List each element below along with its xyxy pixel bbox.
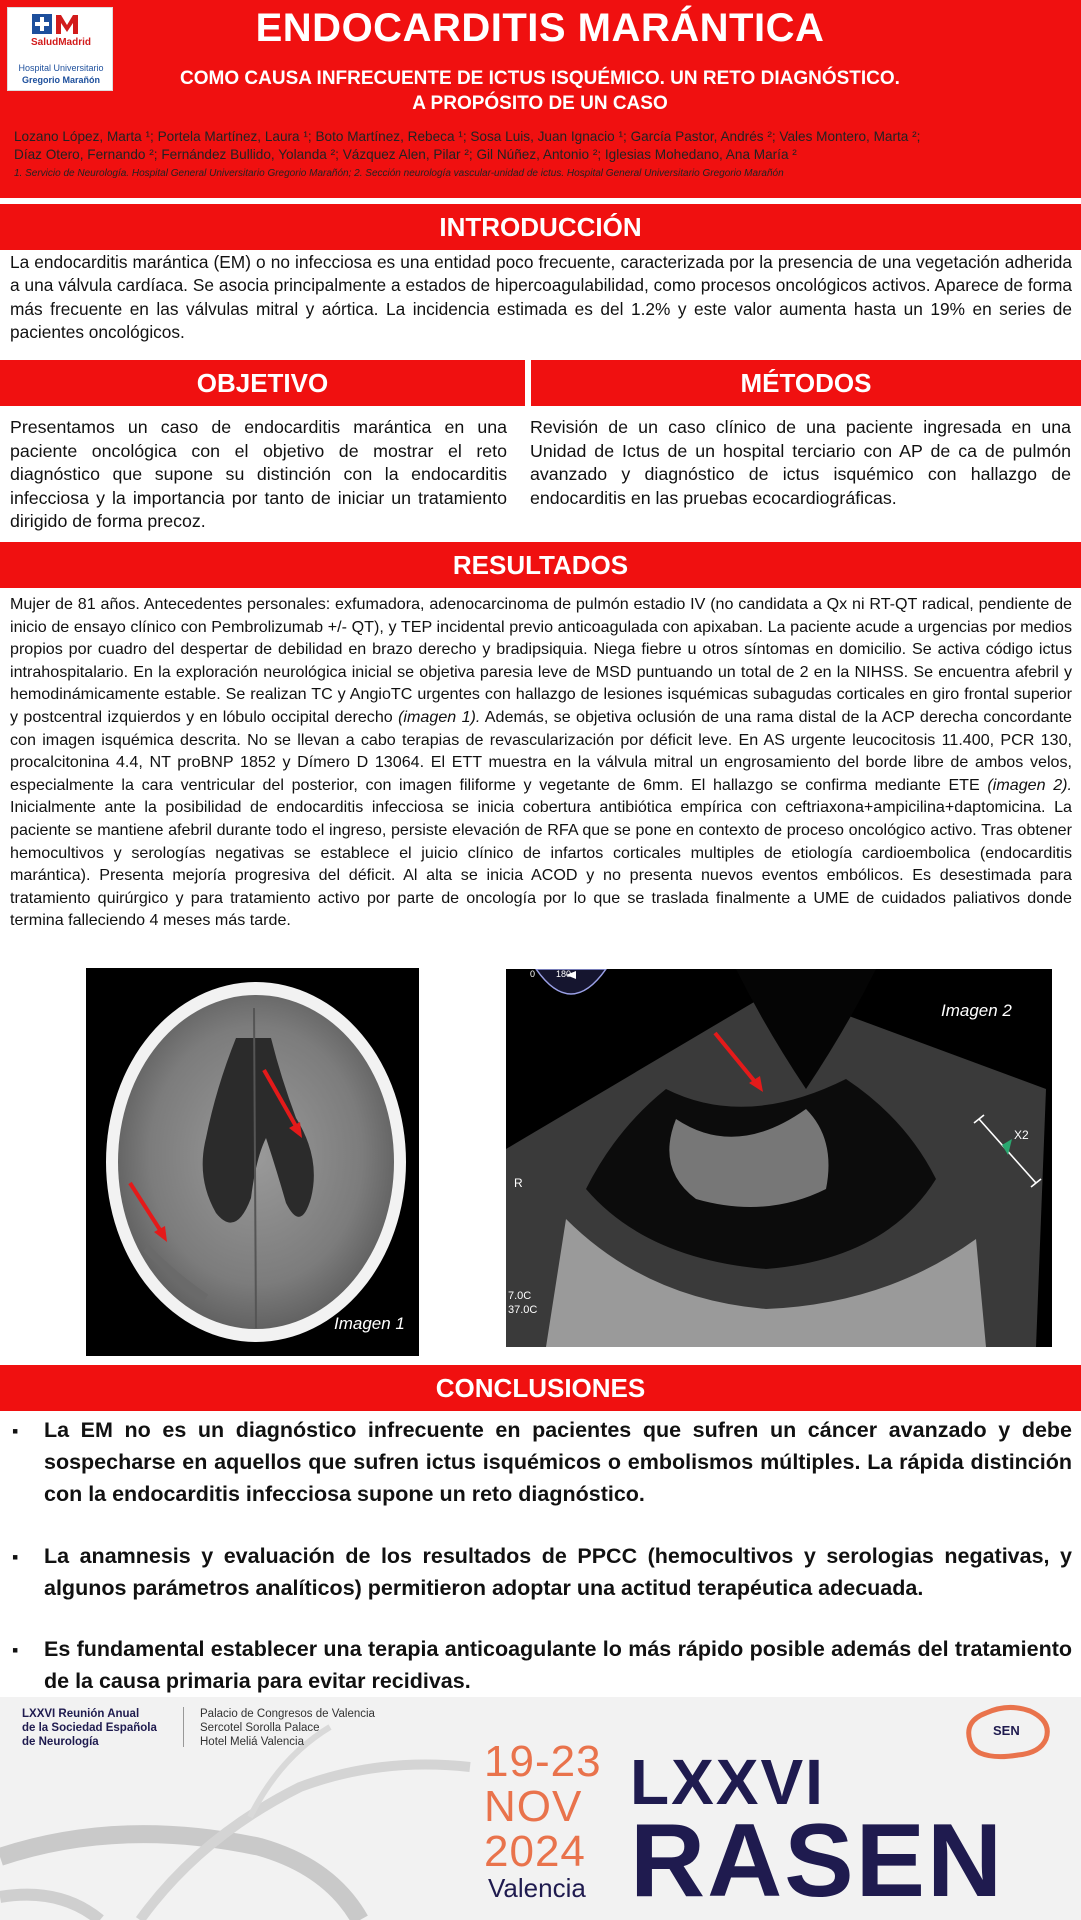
date-days: 19-23 — [484, 1737, 602, 1786]
conclusion-item — [10, 1540, 1072, 1604]
venue-line3: Hotel Meliá Valencia — [200, 1736, 304, 1748]
logo-hospital-line1: Hospital Universitario — [18, 63, 104, 73]
meeting-line2: de la Sociedad Española — [22, 1722, 157, 1734]
conclusion-text: La EM no es un diagnóstico infrecuente en pacientes que sufren un cáncer avanzado y debe sospecharse en aquellos que sufren ictus isquémicos o embolismos múltiples. La rápida distinción con la endocarditis infecciosa supone un reto diagnóstico. — [44, 1418, 1072, 1506]
authors-line2: Díaz Otero, Fernando ²; Fernández Bullido, Yolanda ²; Vázquez Alen, Pilar ²; Gil Núñez, Antonio ²; Iglesias Mohedano, Ana María ² — [14, 147, 797, 162]
section-heading-metodos: MÉTODOS — [531, 360, 1081, 406]
conclusion-text: La anamnesis y evaluación de los resultados de PPCC (hemocultivos y serologias negativas, y algunos parámetros analíticos) permitieron adoptar una actitud terapéutica adecuada. — [44, 1544, 1072, 1600]
poster-title: ENDOCARDITIS MARÁNTICA — [255, 6, 825, 50]
logo-hospital-line2: Gregorio Marañón — [21, 75, 100, 85]
logo-brand: SaludMadrid — [30, 37, 91, 48]
conclusion-item — [10, 1633, 1072, 1697]
bullet-icon: ▪ — [12, 1547, 19, 1567]
ct-scan-image — [86, 968, 419, 1356]
authors-line1: Lozano López, Marta ¹; Portela Martínez, Laura ¹; Boto Martínez, Rebeca ¹; Sosa Luis, Juan Ignacio ¹; García Pastor, Andrés ²; Vales Montero, Marta ²; — [14, 129, 921, 144]
image-2-label: Imagen 2 — [941, 1001, 1012, 1020]
svg-text:0: 0 — [530, 969, 536, 979]
meeting-line3: de Neurología — [22, 1736, 99, 1748]
objetivo-text: Presentamos un caso de endocarditis marántica en una paciente oncológica con el objetivo de mostrar el reto diagnóstico que supone su distinción con la endocarditis infecciosa y la importancia por tanto de iniciar un tratamiento dirigido de forma precoz. — [10, 417, 507, 532]
poster-header — [0, 0, 1081, 198]
congress-footer — [0, 1697, 1081, 1920]
echo-graphic — [506, 969, 1052, 1347]
metodos-text: Revisión de un caso clínico de una paciente ingresada en una Unidad de Ictus de un hospital terciario con AP de ca de pulmón avanzado y diagnóstico de ictus isquémico con hallazgo de endocarditis en las pruebas ecocardiográficas. — [530, 417, 1071, 508]
resultados-text-b: Además, se objetiva oclusión de una rama distal de la ACP derecha concordante con imagen isquémica descrita. No se llevan a cabo terapias de revascularización por déficit leve. En AS urgente leucocitosis 11.400, PCR 130, procalcitonina 4.4, NT proBNP 1852 y Dímero D 13064. El ETT muestra en la válvula mitral un engrosamiento del borde libre de ambos velos, especialmente la cara ventricular del posterior, con imagen filiforme y vegetante de 6mm. El hallazgo se confirma mediante ETE — [10, 707, 1073, 794]
section-heading-introduccion: INTRODUCCIÓN — [0, 204, 1081, 250]
hospital-logo — [7, 7, 113, 91]
affiliations: 1. Servicio de Neurología. Hospital General Universitario Gregorio Marañón; 2. Sección neurología vascular-unidad de ictus. Hospital General Universitario Gregorio Marañón — [14, 168, 784, 179]
author-list — [14, 128, 1076, 164]
sen-logo-text: SEN — [993, 1723, 1020, 1738]
poster-subtitle — [120, 66, 960, 116]
section-heading-conclusiones: CONCLUSIONES — [0, 1365, 1081, 1411]
conclusion-text: Es fundamental establecer una terapia anticoagulante lo más rápido posible además del tratamiento de la causa primaria para evitar recidivas. — [44, 1637, 1072, 1693]
subtitle-line2: A PROPÓSITO DE UN CASO — [412, 93, 668, 114]
reference-imagen-2: (imagen 2). — [987, 775, 1072, 794]
meeting-venues — [200, 1707, 375, 1749]
echo-x2-label: X2 — [1014, 1128, 1029, 1142]
image-1-label: Imagen 1 — [334, 1314, 405, 1333]
echo-dial-label: 180 — [556, 969, 572, 979]
bullet-icon: ▪ — [12, 1640, 19, 1660]
resultados-text-a: Mujer de 81 años. Antecedentes personales: exfumadora, adenocarcinoma de pulmón estadio IV (no candidata a Qx ni RT-QT radical, pendiente de inicio de ensayo clínico con Pembrolizumab +/- QT), y TEP incidental previo anticoagulada con apixaban. La paciente acude a urgencias por medios propios por cuadro del despertar de debilidad en brazo derecho y bradipsiquia. Niega fiebre u otros síntomas en domicilio. Se activa código ictus intrahospitalario. En la exploración neurológica inicial se objetiva paresia leve de MSD puntuando un total de 2 en la NIHSS. Se encuentra afebril y hemodinámicamente estable. Se realizan TC y AngioTC urgentes con hallazgo de lesiones isquémicas subagudas corticales en giro frontal superior y postcentral izquierdos y en lóbulo occipital derecho — [10, 595, 1072, 726]
introduccion-text: La endocarditis marántica (EM) o no infecciosa es una entidad poco frecuente, caracterizada por la presencia de una vegetación adherida a una válvula cardíaca. Se asocia principalmente a estados de hipercoagulabilidad, como procesos oncológicos activos. Aparece de forma más frecuente en las válvulas mitral y aórtica. La incidencia estimada es del 1.2% y este valor aumenta hasta un 19% en series de pacientes oncológicos. — [10, 252, 1072, 343]
conclusion-item — [10, 1414, 1072, 1510]
echo-image — [506, 969, 1052, 1347]
section-heading-objetivo: OBJETIVO — [0, 360, 525, 406]
resultados-text — [10, 593, 1072, 932]
congress-number: LXXVI — [630, 1746, 825, 1818]
meeting-name — [22, 1707, 157, 1749]
date-city: Valencia — [488, 1873, 586, 1903]
bullet-icon: ▪ — [12, 1421, 19, 1441]
echo-temp1-label: 7.0C — [508, 1290, 532, 1302]
section-heading-resultados: RESULTADOS — [0, 542, 1081, 588]
resultados-text-c: Inicialmente ante la posibilidad de endocarditis infecciosa se inicia cobertura antibiótica empírica con ceftriaxona+ampicilina+daptomicina. La paciente se mantiene afebril durante todo el ingreso, persiste elevación de RFA que se pone en contexto de proceso oncológico activo. Tras obtener hemocultivos y serologías negativas se establece el juicio clínico de infartos corticales multiples de etiología cardioembolica (endocarditis marántica). Presenta mejoría progresiva del déficit. Al alta se inicia ACOD y no presenta nuevos eventos embólicos. Es desestimada para tratamiento quirúrgico y para tratamiento activo por parte de oncología por lo que se traslada finalmente a UME de cuidados paliativos donde termina falleciendo 4 meses más tarde. — [10, 798, 1072, 930]
date-month: NOV — [484, 1782, 583, 1831]
subtitle-line1: COMO CAUSA INFRECUENTE DE ICTUS ISQUÉMICO. UN RETO DIAGNÓSTICO. — [180, 68, 900, 89]
meeting-line1: LXXVI Reunión Anual — [22, 1708, 140, 1720]
ct-brain-graphic — [86, 968, 419, 1356]
venue-line2: Sercotel Sorolla Palace — [200, 1722, 320, 1734]
reference-imagen-1: (imagen 1). — [398, 707, 481, 726]
congress-acronym: RASEN — [630, 1803, 1005, 1919]
date-year: 2024 — [484, 1827, 586, 1876]
echo-r-label: R — [514, 1176, 523, 1190]
salud-madrid-logo-icon — [30, 12, 92, 36]
footer-divider — [183, 1707, 184, 1747]
venue-line1: Palacio de Congresos de Valencia — [200, 1708, 375, 1720]
echo-temp2-label: 37.0C — [508, 1304, 538, 1316]
